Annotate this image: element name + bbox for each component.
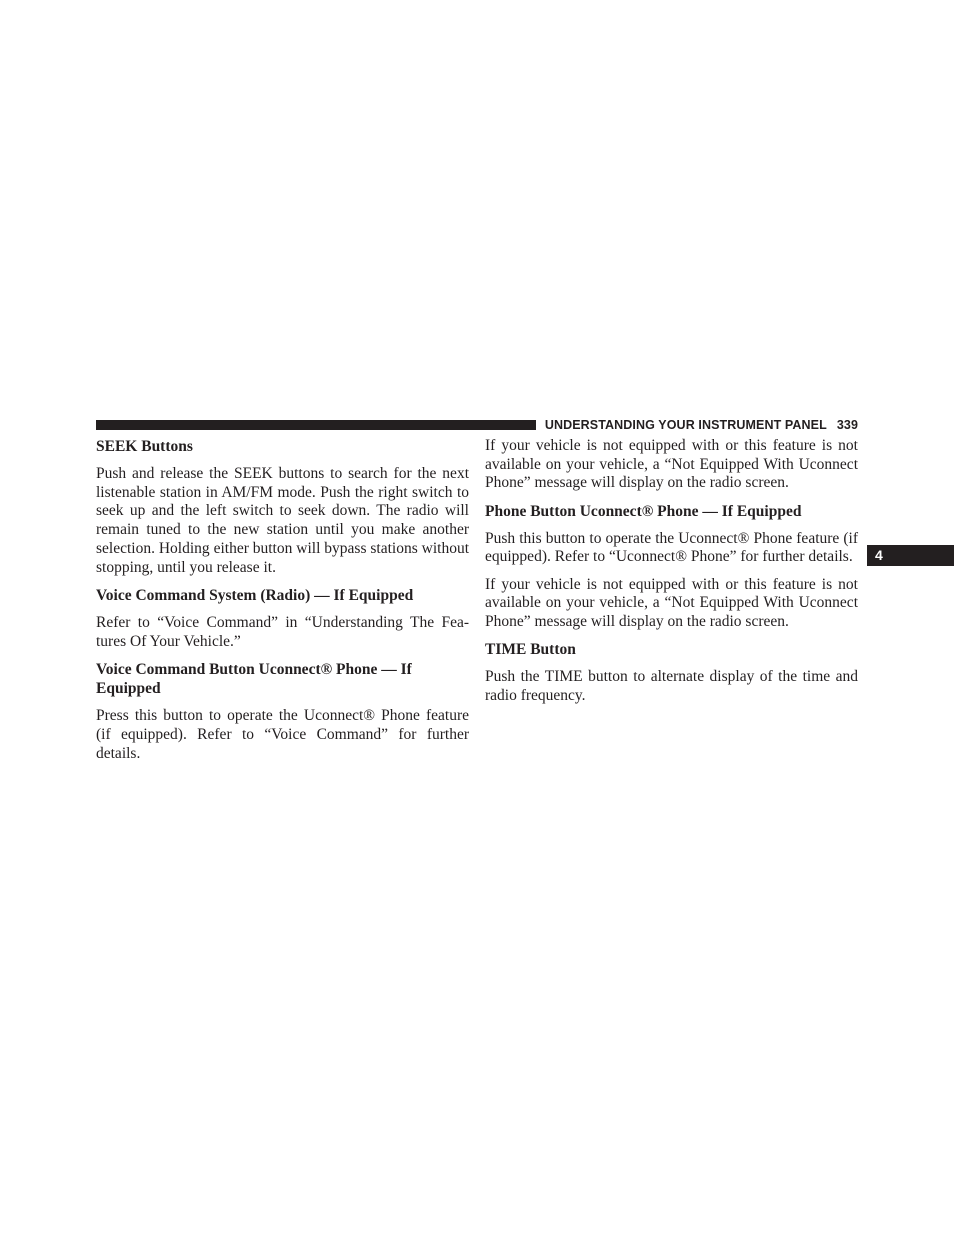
section-title: UNDERSTANDING YOUR INSTRUMENT PANEL [544, 418, 827, 432]
left-column [96, 437, 469, 772]
seek-buttons-paragraph: Push and release the SEEK buttons to search for the next listenable station in AM/FM mode. Push the right switch to seek up and the left switch to seek down. The radio will remain tuned to the new station until you make another selection. Holding either button will bypass stations without stopping, until you release it. [96, 465, 469, 576]
right-column [485, 437, 858, 714]
seek-buttons-heading: SEEK Buttons [96, 438, 193, 455]
voice-command-system-heading: Voice Command System (Radio) — If Equipped [96, 586, 414, 604]
phone-not-equipped-paragraph: If your vehicle is not equipped with or this feature is not available on your vehicle, a “Not Equipped With Uconnect Phone” message will display on the radio screen. [485, 575, 858, 631]
time-button-paragraph: Push the TIME button to alternate display of the time and radio frequency. [485, 668, 858, 705]
time-button-heading: TIME Button [485, 641, 576, 659]
chapter-tab [867, 545, 954, 566]
voice-command-system-paragraph: Refer to “Voice Command” in “Understanding The Fea-tures Of Your Vehicle.” [96, 613, 469, 650]
voice-not-equipped-paragraph: If your vehicle is not equipped with or this feature is not available on your vehicle, a “Not Equipped With Uconnect Phone” message will display on the radio screen. [485, 437, 858, 492]
voice-command-button-paragraph: Press this button to operate the Uconnect® Phone feature (if equipped). Refer to “Voice Command” for further details. [96, 707, 469, 762]
header-rule [96, 420, 536, 430]
page-number: 339 [836, 418, 858, 432]
phone-button-heading: Phone Button Uconnect® Phone — If Equipped [485, 502, 802, 520]
phone-button-paragraph: Push this button to operate the Uconnect® Phone feature (if equipped). Refer to “Uconnect® Phone” for further details. [485, 529, 858, 566]
running-header [540, 417, 858, 433]
chapter-number: 4 [875, 547, 883, 563]
voice-command-button-heading: Voice Command Button Uconnect® Phone — If Equipped [96, 660, 412, 698]
